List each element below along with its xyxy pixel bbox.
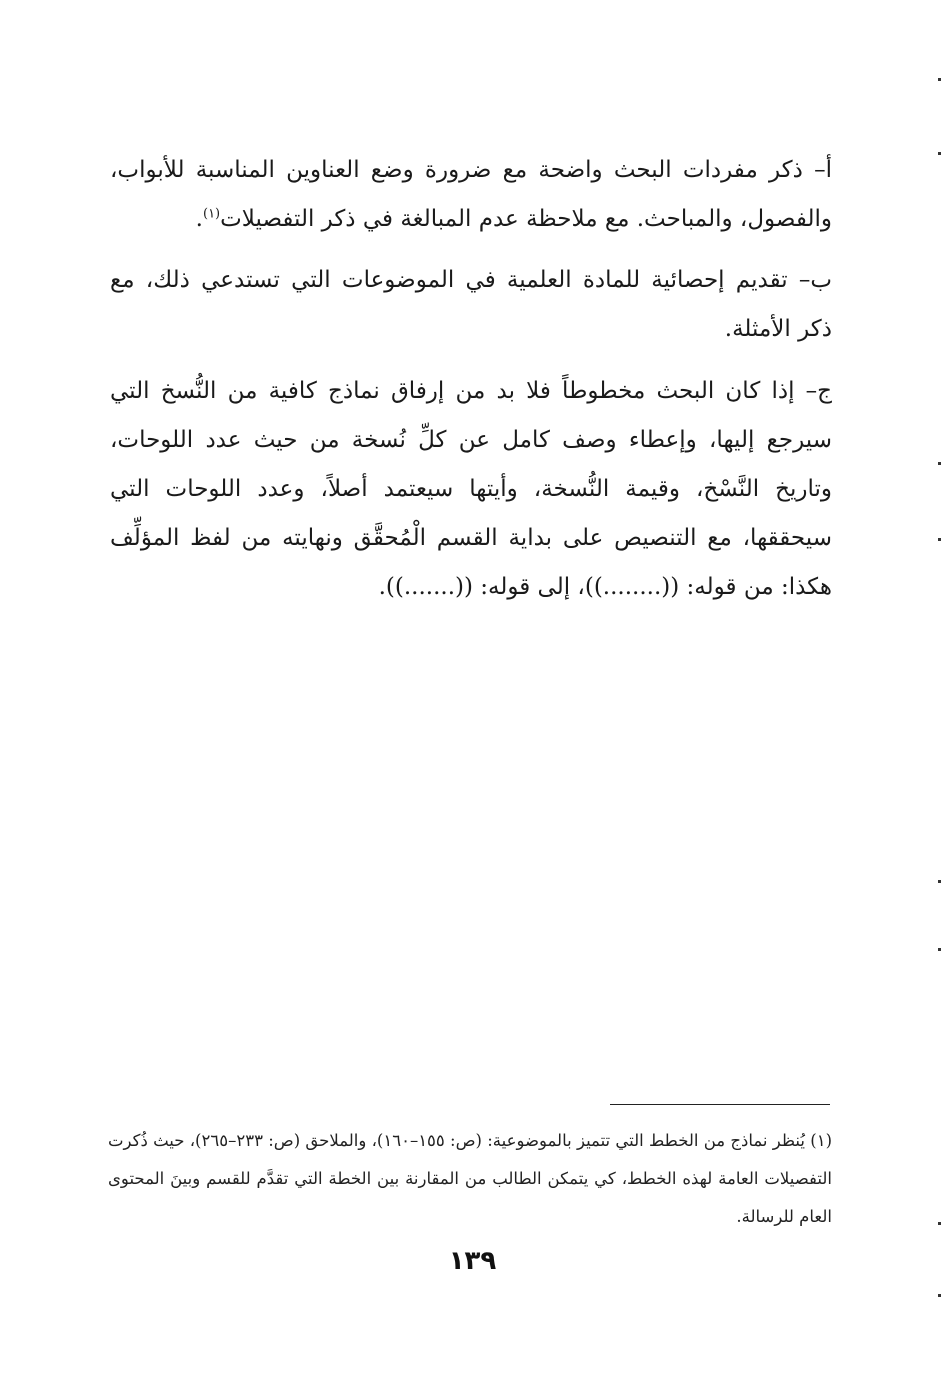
footnote-1: (١) يُنظر نماذج من الخطط التي تتميز بالموضوعية: (ص: ١٥٥–١٦٠)، والملاحق (ص: ٢٣٣–٢٦٥)، حيث ذُكرت التفصيلات العامة لهذه الخطط، كي يتمكن الطالب من المقارنة بين الخطة التي تقدَّم للقسم وبينَ المحتوى العام للرسالة. bbox=[108, 1131, 832, 1226]
footnote-reference[interactable]: (١) bbox=[202, 206, 221, 222]
scan-edge-mark bbox=[938, 78, 941, 81]
scan-edge-mark bbox=[938, 152, 941, 155]
paragraph-a-end: . bbox=[195, 206, 203, 232]
scan-edge-mark bbox=[938, 948, 941, 951]
page-number: ١٣٩ bbox=[448, 1246, 497, 1276]
paragraph-a-text: أ– ذكر مفردات البحث واضحة مع ضرورة وضع العناوين المناسبة للأبواب، والفصول، والمباحث. مع ملاحظة عدم المبالغة في ذكر التفصيلات bbox=[110, 157, 832, 232]
scan-edge-mark bbox=[938, 880, 941, 883]
paragraph-a bbox=[110, 146, 832, 244]
scan-edge-mark bbox=[938, 1294, 941, 1297]
footnotes bbox=[108, 1122, 832, 1236]
paragraph-b: ب– تقديم إحصائية للمادة العلمية في الموضوعات التي تستدعي ذلك، مع ذكر الأمثلة. bbox=[110, 267, 832, 342]
scan-edge-mark bbox=[938, 462, 941, 465]
scan-edge-mark bbox=[938, 538, 941, 541]
footnote-separator bbox=[610, 1104, 830, 1105]
main-text bbox=[110, 146, 832, 625]
scan-edge-mark bbox=[938, 1222, 941, 1225]
paragraph-c: ج– إذا كان البحث مخطوطاً فلا بد من إرفاق نماذج كافية من النُّسخ التي سيرجع إليها، وإعطاء وصف كامل عن كلِّ نُسخة من حيث عدد اللوحات، وتاريخ النَّسْخ، وقيمة النُّسخة، وأيتها سيعتمد أصلاً، وعدد اللوحات التي سيحققها، مع التنصيص على بداية القسم الْمُحقَّق ونهايته من لفظ المؤلِّف هكذا: من قوله: ((........))، إلى قوله: ((.......)). bbox=[110, 378, 832, 600]
